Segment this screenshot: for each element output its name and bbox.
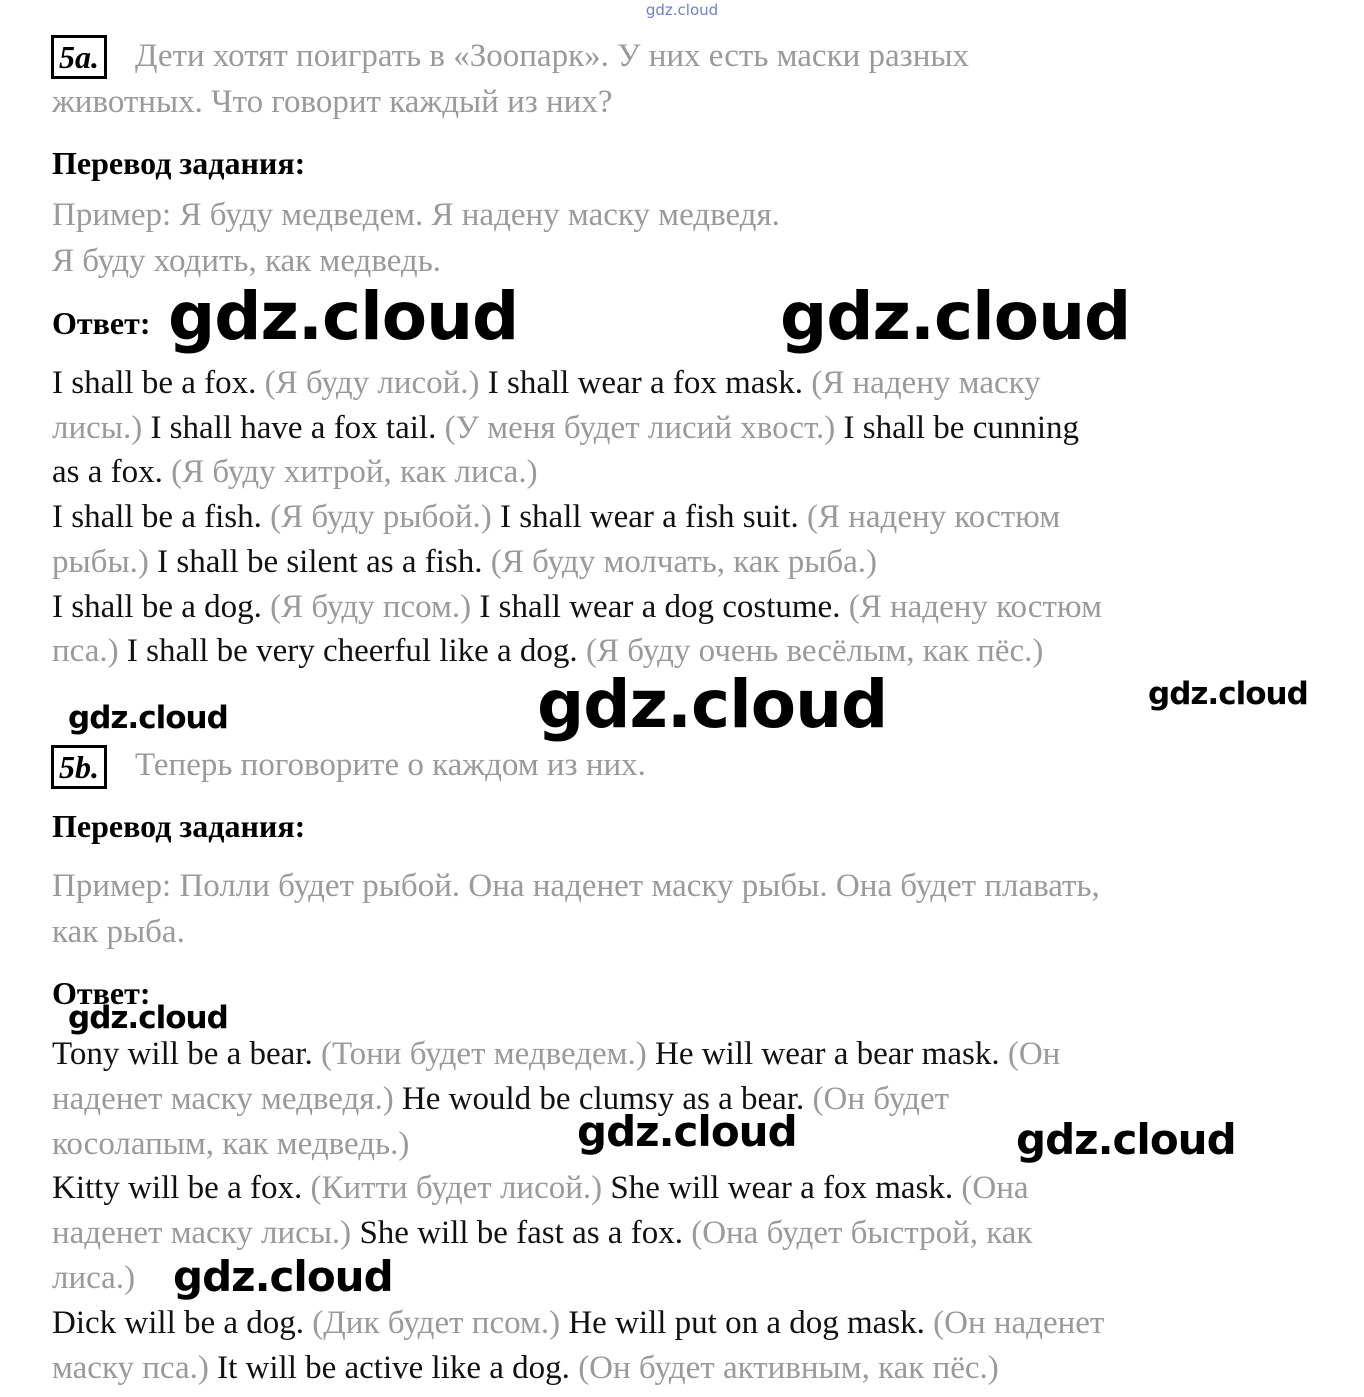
watermark-9: gdz.cloud <box>173 1252 393 1301</box>
task-5a-prompt-line-2: животных. Что говорит каждый из них? <box>52 84 613 120</box>
task-5b-answer-line <box>52 1348 999 1388</box>
task-5b-answer-line <box>52 1124 409 1164</box>
watermark-8: gdz.cloud <box>1016 1115 1236 1164</box>
translation-text: наденет маску медведя.) <box>52 1080 402 1117</box>
task-5a-answer-line <box>52 452 538 492</box>
translation-text: (Он будет <box>812 1080 950 1117</box>
watermark-7: gdz.cloud <box>577 1107 797 1156</box>
translation-text: (Я буду лисой.) <box>264 365 488 401</box>
watermark-6: gdz.cloud <box>68 1000 228 1036</box>
answer-text: I shall be a dog. <box>52 588 271 625</box>
answer-text: I shall be silent as a fish. <box>157 543 491 580</box>
task-5a-answer-line <box>52 497 1060 537</box>
answer-text: She will be fast as a fox. <box>359 1215 692 1252</box>
task-5a-answer-line <box>52 363 1041 403</box>
task-5a-example-line-2: Я буду ходить, как медведь. <box>52 243 442 279</box>
task-5b-answer-line <box>52 1258 135 1298</box>
task-5b-example-line-1: Пример: Полли будет рыбой. Она наденет маску рыбы. Она будет плавать, <box>52 868 1100 904</box>
translation-text: (Я буду рыбой.) <box>270 499 500 536</box>
translation-text: (Он будет активным, как пёс.) <box>578 1349 999 1386</box>
translation-text: (Тони будет медведем.) <box>320 1036 656 1072</box>
answer-text: It will be active like a dog. <box>217 1349 579 1386</box>
answer-text: I shall be a fox. <box>52 365 265 401</box>
task-5b-answer-line <box>52 1303 1104 1343</box>
task-5a-answer-line <box>52 542 877 582</box>
translation-text: (Я буду хитрой, как лиса.) <box>171 454 538 491</box>
answer-text: I shall be cunning <box>843 409 1080 446</box>
answer-text: Dick will be a dog. <box>52 1304 313 1341</box>
watermark-4: gdz.cloud <box>68 700 228 736</box>
answer-text: I shall wear a fish suit. <box>499 499 807 536</box>
task-5a-prompt-line-1: Дети хотят поиграть в «Зоопарк». У них есть маски разных <box>135 38 970 74</box>
watermark-1: gdz.cloud <box>168 278 519 355</box>
answer-text: I shall wear a fox mask. <box>487 365 812 401</box>
translation-text: лиса.) <box>52 1260 136 1296</box>
task-5b-example-line-2: как рыба. <box>52 914 185 950</box>
top-watermark: gdz.cloud <box>645 1 719 19</box>
answer-text: Tony will be a bear. <box>52 1036 321 1072</box>
task-5b-prompt: Теперь поговорите о каждом из них. <box>135 747 646 783</box>
task-5b-answer-line <box>52 1213 1032 1253</box>
translation-text: пса.) <box>52 633 127 670</box>
task-5a-answer-line <box>52 408 1079 448</box>
translation-text: (Дик будет псом.) <box>312 1304 569 1341</box>
translation-text: (Я надену костюм <box>806 499 1061 536</box>
answer-text: She will wear a fox mask. <box>610 1170 962 1207</box>
task-5b-answer-line <box>52 1079 949 1119</box>
translation-text: (Она будет быстрой, как <box>691 1215 1033 1252</box>
task-5b-translation-heading: Перевод задания: <box>52 808 306 844</box>
translation-text: (Он <box>1007 1036 1061 1072</box>
answer-text: as a fox. <box>52 454 172 491</box>
task-5a-example-line-1: Пример: Я буду медведем. Я надену маску медведя. <box>52 197 780 233</box>
translation-text: (Я надену костюм <box>848 588 1102 625</box>
translation-text: (Китти будет лисой.) <box>310 1170 611 1207</box>
answer-text: He will wear a bear mask. <box>655 1036 1008 1072</box>
task-5b-badge: 5b. <box>51 745 107 789</box>
answer-text: He will put on a dog mask. <box>568 1304 934 1341</box>
translation-text: (Он наденет <box>933 1304 1105 1341</box>
translation-text: (Я буду псом.) <box>270 588 480 625</box>
task-5b-answer-heading: Ответ: <box>52 975 151 1011</box>
task-5b-answer-line <box>52 1034 1060 1074</box>
task-5a-answer-line <box>52 587 1102 627</box>
task-5a-answer-heading: Ответ: <box>52 305 151 341</box>
translation-text: (Я буду молчать, как рыба.) <box>490 543 878 580</box>
watermark-3: gdz.cloud <box>537 666 888 743</box>
answer-text: I shall be very cheerful like a dog. <box>126 633 586 670</box>
translation-text: (Я надену маску <box>811 365 1041 401</box>
answer-text: Kitty will be a fox. <box>52 1170 311 1207</box>
watermark-5: gdz.cloud <box>1148 676 1308 712</box>
answer-text: I shall be a fish. <box>52 499 271 536</box>
translation-text: косолапым, как медведь.) <box>52 1125 410 1162</box>
translation-text: наденет маску лисы.) <box>52 1215 360 1252</box>
translation-text: маску пса.) <box>52 1349 218 1386</box>
answer-text: I shall wear a dog costume. <box>479 588 849 625</box>
answer-text: I shall have a fox tail. <box>150 409 445 446</box>
answer-text: He would be clumsy as a bear. <box>401 1080 813 1117</box>
task-5a-translation-heading: Перевод задания: <box>52 145 306 181</box>
translation-text: (У меня будет лисий хвост.) <box>444 409 844 446</box>
task-5a-badge: 5a. <box>51 35 107 79</box>
translation-text: (Я буду очень весёлым, как пёс.) <box>585 633 1044 670</box>
translation-text: (Она <box>961 1170 1029 1207</box>
translation-text: лисы.) <box>52 409 151 446</box>
watermark-2: gdz.cloud <box>780 278 1131 355</box>
translation-text: рыбы.) <box>52 543 158 580</box>
task-5b-answer-line <box>52 1168 1029 1208</box>
